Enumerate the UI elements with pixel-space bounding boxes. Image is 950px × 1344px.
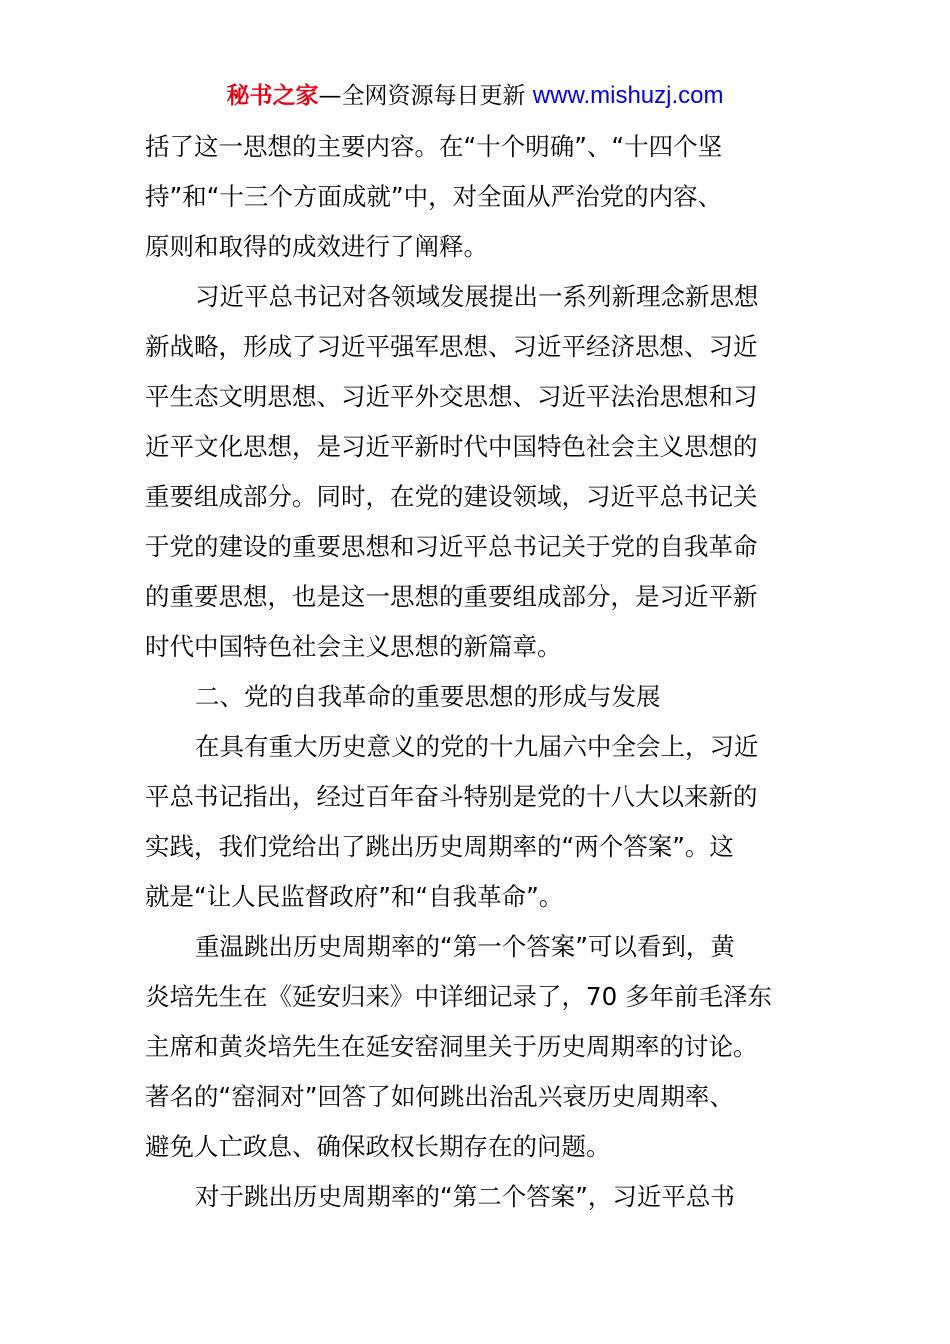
text-line: 重要组成部分。同时，在党的建设领域，习近平总书记关	[145, 482, 758, 511]
text-line: 近平文化思想，是习近平新时代中国特色社会主义思想的	[145, 432, 758, 461]
text-line: 主席和黄炎培先生在延安窑洞里关于历史周期率的讨论。	[145, 1032, 758, 1061]
text-line: 实践，我们党给出了跳出历史周期率的“两个答案”。这	[145, 832, 734, 861]
text-line: 避免人亡政息、确保政权长期存在的问题。	[145, 1132, 611, 1161]
document-body	[145, 122, 807, 1222]
text-line: 就是“让人民监督政府”和“自我革命”。	[145, 882, 564, 911]
text-line: 二、党的自我革命的重要思想的形成与发展	[195, 682, 661, 711]
text-line: 平总书记指出，经过百年奋斗特别是党的十八大以来新的	[145, 782, 758, 811]
text-line: 在具有重大历史意义的党的十九届六中全会上，习近	[195, 732, 759, 761]
text-line: 平生态文明思想、习近平外交思想、习近平法治思想和习	[145, 382, 758, 411]
text-line: 炎培先生在《延安归来》中详细记录了，70 多年前毛泽东	[145, 982, 772, 1011]
text-line: 时代中国特色社会主义思想的新篇章。	[145, 632, 562, 661]
site-tagline: —全网资源每日更新	[318, 83, 533, 109]
text-line: 括了这一思想的主要内容。在“十个明确”、“十四个坚	[145, 132, 723, 161]
text-line: 重温跳出历史周期率的“第一个答案”可以看到，黄	[195, 932, 735, 961]
text-line: 于党的建设的重要思想和习近平总书记关于党的自我革命	[145, 532, 758, 561]
text-line: 的重要思想，也是这一思想的重要组成部分，是习近平新	[145, 582, 758, 611]
text-line: 新战略，形成了习近平强军思想、习近平经济思想、习近	[145, 332, 758, 361]
page-header	[0, 80, 950, 112]
text-line: 著名的“窑洞对”回答了如何跳出治乱兴衰历史周期率、	[145, 1082, 734, 1111]
site-url-link[interactable]: www.mishuzj.com	[532, 82, 724, 109]
text-line: 持”和“十三个方面成就”中，对全面从严治党的内容、	[145, 182, 723, 211]
text-line: 原则和取得的成效进行了阐释。	[145, 232, 488, 261]
site-brand: 秘书之家	[226, 83, 319, 109]
text-line: 对于跳出历史周期率的“第二个答案”，习近平总书	[195, 1182, 735, 1211]
text-line: 习近平总书记对各领域发展提出一系列新理念新思想	[195, 282, 759, 311]
